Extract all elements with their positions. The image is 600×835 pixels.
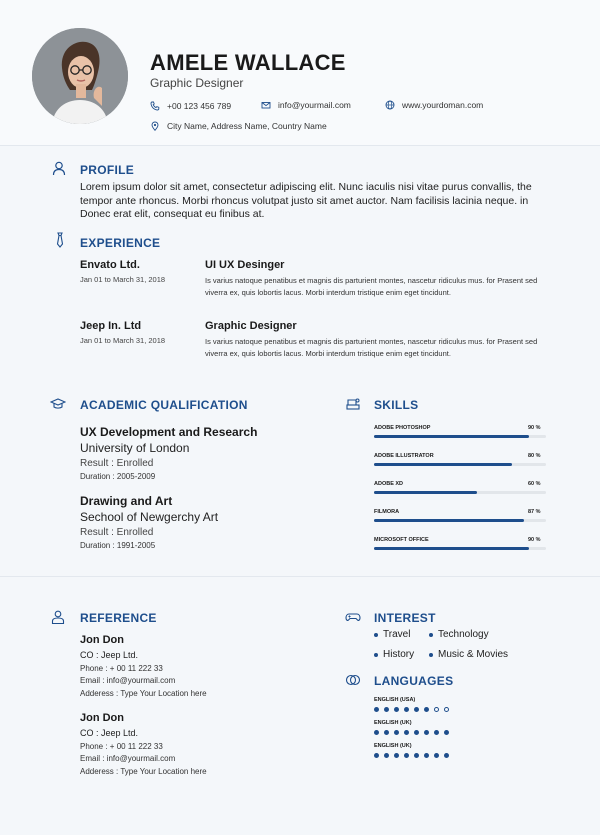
level-dot-filled <box>374 730 379 735</box>
skill-bar-fill <box>374 491 477 494</box>
reference-phone: Phone : + 00 11 222 33 <box>80 742 163 751</box>
phone-text: +00 123 456 789 <box>167 101 232 111</box>
language-level-dots <box>374 753 449 758</box>
language-level-dots <box>374 707 449 712</box>
header-divider <box>0 145 600 146</box>
level-dot-filled <box>394 707 399 712</box>
tie-icon <box>52 232 68 248</box>
translate-icon <box>345 672 361 688</box>
envelope-icon <box>261 100 271 110</box>
skill-bar-track <box>374 463 546 466</box>
level-dot-filled <box>384 707 389 712</box>
level-dot-filled <box>444 730 449 735</box>
interest-label: Technology <box>438 629 489 640</box>
level-dot-filled <box>414 707 419 712</box>
level-dot-filled <box>394 730 399 735</box>
academic-school: Sechool of Newgerchy Art <box>80 510 219 524</box>
skill-bar-track <box>374 491 546 494</box>
contact-phone <box>150 101 231 111</box>
level-dot-filled <box>434 753 439 758</box>
skill-bar-track <box>374 547 546 550</box>
interest-item <box>429 649 508 660</box>
level-dot-filled <box>384 730 389 735</box>
reference-name: Jon Don <box>80 712 124 724</box>
contact-website <box>385 100 483 110</box>
candidate-name: AMELE WALLACE <box>150 50 346 75</box>
location-pin-icon <box>150 121 160 131</box>
skill-bar-track <box>374 519 546 522</box>
level-dot-filled <box>374 753 379 758</box>
reference-address: Adderess : Type Your Location here <box>80 767 207 776</box>
sewing-tools-icon <box>345 396 361 412</box>
gamepad-icon <box>345 609 361 625</box>
language-name: ENGLISH (UK) <box>374 743 412 749</box>
reference-company: CO : Jeep Ltd. <box>80 650 139 660</box>
profile-heading: PROFILE <box>80 163 135 177</box>
interest-item <box>374 629 410 640</box>
reference-company: CO : Jeep Ltd. <box>80 728 139 738</box>
reference-address: Adderess : Type Your Location here <box>80 689 207 698</box>
academic-title: Drawing and Art <box>80 494 173 508</box>
level-dot-filled <box>384 753 389 758</box>
bullet-dot <box>374 633 378 637</box>
academic-duration: Duration : 1991-2005 <box>80 541 156 550</box>
experience-company: Jeep In. Ltd <box>80 320 142 332</box>
skill-bar-fill <box>374 463 512 466</box>
interest-item <box>374 649 414 660</box>
experience-role: UI UX Desinger <box>205 259 285 271</box>
language-level-dots <box>374 730 449 735</box>
level-dot-filled <box>424 730 429 735</box>
contact-email <box>261 100 351 110</box>
experience-date: Jan 01 to March 31, 2018 <box>80 275 166 284</box>
level-dot-filled <box>394 753 399 758</box>
experience-heading: EXPERIENCE <box>80 236 161 250</box>
experience-description: Is varius natoque penatibus et magnis dis parturient montes, nascetur ridiculus mus. for Prasent sed viverra ex, quis lobortis lacus. Morbi interdum tristique enim eget tincidunt. <box>205 337 538 358</box>
level-dot-empty <box>444 707 449 712</box>
interest-item <box>429 629 489 640</box>
skill-name: MICROSOFT OFFICE <box>374 537 429 543</box>
academic-school: University of London <box>80 441 190 455</box>
skill-bar-fill <box>374 519 524 522</box>
reference-name: Jon Don <box>80 634 124 646</box>
reference-phone: Phone : + 00 11 222 33 <box>80 664 163 673</box>
bullet-dot <box>429 653 433 657</box>
interest-label: Travel <box>383 629 411 640</box>
level-dot-filled <box>424 707 429 712</box>
level-dot-filled <box>404 730 409 735</box>
level-dot-filled <box>444 753 449 758</box>
experience-date: Jan 01 to March 31, 2018 <box>80 336 166 345</box>
academic-duration: Duration : 2005-2009 <box>80 472 156 481</box>
skill-bar-fill <box>374 547 529 550</box>
contact-address <box>150 121 327 131</box>
reference-email: Email : info@yourmail.com <box>80 676 176 685</box>
skill-name: FILMORA <box>374 509 400 515</box>
skill-percent: 90 % <box>528 425 541 431</box>
languages-heading: LANGUAGES <box>374 674 454 688</box>
skill-percent: 60 % <box>528 481 541 487</box>
experience-description: Is varius natoque penatibus et magnis dis parturient montes, nascetur ridiculus mus. for Prasent sed viverra ex, quis lobortis lacus. Morbi interdum tristique enim eget tincidunt. <box>205 276 538 297</box>
language-name: ENGLISH (USA) <box>374 697 416 703</box>
academic-result: Result : Enrolled <box>80 527 154 538</box>
skill-name: ADOBE ILLUSTRATOR <box>374 453 434 459</box>
experience-role: Graphic Designer <box>205 320 297 332</box>
profile-text: Lorem ipsum dolor sit amet, consectetur adipiscing elit. Nunc iaculis nisi vitae purus convallis, the tempor ante rhoncus. Morbi rhoncus volutpat justo sit amet auctor. Nam facilisis lacinia neque. in Donec erat elit, consequat eu finibus at. <box>80 181 532 220</box>
skill-percent: 87 % <box>528 509 541 515</box>
profile-photo <box>32 28 128 124</box>
candidate-title: Graphic Designer <box>150 76 244 90</box>
section-divider <box>0 576 600 577</box>
skill-percent: 90 % <box>528 537 541 543</box>
interest-label: History <box>383 649 415 660</box>
phone-icon <box>150 101 160 111</box>
language-name: ENGLISH (UK) <box>374 720 412 726</box>
experience-company: Envato Ltd. <box>80 259 140 271</box>
academic-result: Result : Enrolled <box>80 458 154 469</box>
website-text: www.yourdoman.com <box>402 100 484 110</box>
academic-heading: ACADEMIC QUALIFICATION <box>80 398 248 412</box>
level-dot-filled <box>404 707 409 712</box>
address-text: City Name, Address Name, Country Name <box>167 121 327 131</box>
globe-icon <box>385 100 395 110</box>
bullet-dot <box>374 653 378 657</box>
user-icon <box>51 160 67 176</box>
skills-heading: SKILLS <box>374 398 419 412</box>
email-text: info@yourmail.com <box>278 100 351 110</box>
skill-bar-track <box>374 435 546 438</box>
skill-name: ADOBE XD <box>374 481 404 487</box>
user-badge-icon <box>50 609 66 625</box>
skill-bar-fill <box>374 435 529 438</box>
skill-percent: 80 % <box>528 453 541 459</box>
bullet-dot <box>429 633 433 637</box>
level-dot-filled <box>374 707 379 712</box>
level-dot-filled <box>404 753 409 758</box>
level-dot-filled <box>414 730 419 735</box>
interest-heading: INTEREST <box>374 611 436 625</box>
level-dot-empty <box>434 707 439 712</box>
skill-name: ADOBE PHOTOSHOP <box>374 425 431 431</box>
level-dot-filled <box>414 753 419 758</box>
level-dot-filled <box>424 753 429 758</box>
interest-label: Music & Movies <box>438 649 509 660</box>
reference-email: Email : info@yourmail.com <box>80 754 176 763</box>
level-dot-filled <box>434 730 439 735</box>
graduation-cap-icon <box>50 396 66 412</box>
academic-title: UX Development and Research <box>80 425 258 439</box>
reference-heading: REFERENCE <box>80 611 157 625</box>
